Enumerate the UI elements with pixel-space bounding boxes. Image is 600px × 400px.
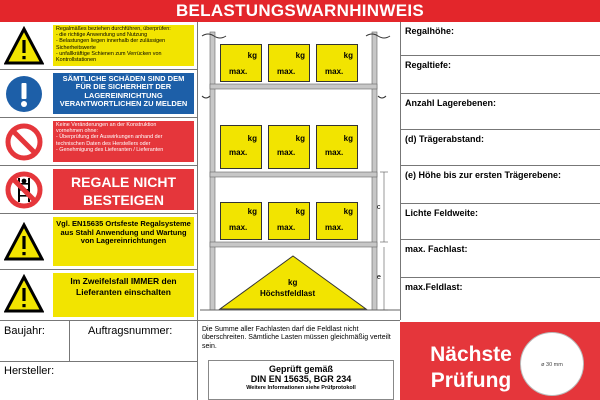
note-line: Regalmäßes beziehen durchführen, überprüfen: — [56, 26, 171, 32]
field-label: Regaltiefe: — [405, 60, 452, 70]
sign-row-inspection — [0, 22, 198, 70]
rack-data-form — [400, 22, 600, 320]
load-box — [268, 125, 310, 169]
warning-triangle-icon — [4, 222, 44, 262]
auftragsnummer-field[interactable] — [70, 321, 198, 361]
baujahr-field[interactable] — [0, 321, 70, 361]
inspection-sticker-circle: ø 30 mm — [520, 332, 584, 396]
load-sum-note: Die Summe aller Fachlasten darf die Feldlast nicht überschreiten. Sämtliche Lasten müssen gleichmäßig verteilt sein. — [202, 326, 391, 350]
field-regaltiefe[interactable] — [401, 56, 600, 94]
note-line: Keine Veränderungen an der Konstruktion — [56, 122, 157, 128]
sign-row-supplier — [0, 270, 198, 320]
field-regalhoehe[interactable] — [401, 22, 600, 56]
prohibition-icon — [4, 122, 44, 162]
field-label: max. Fachlast: — [405, 244, 468, 254]
box-unit: kg — [343, 51, 353, 60]
box-label: max. — [277, 67, 296, 76]
sign-row-no-modification — [0, 118, 198, 166]
box-unit: kg — [343, 134, 353, 143]
note-line: Kontrollstationen — [56, 57, 97, 64]
box-label: max. — [229, 67, 248, 76]
field-max-feldlast[interactable] — [401, 278, 600, 320]
load-box — [316, 44, 358, 82]
en15635-note: Vgl. EN15635 Ortsfeste Regalsysteme aus Stahl Anwendung und Wartung von Lagereinrichtungen — [53, 217, 194, 266]
load-box — [268, 44, 310, 82]
floor-load-unit: kg — [288, 278, 298, 287]
box-unit: kg — [295, 134, 305, 143]
load-box — [220, 44, 262, 82]
no-climbing-icon — [4, 170, 44, 210]
field-label: (e) Höhe bis zur ersten Trägerebene: — [405, 170, 562, 180]
geprueft-line-3: Weitere Informationen siehe Prüfprotokoll — [246, 385, 356, 391]
field-lichte-feldweite[interactable] — [401, 204, 600, 240]
box-label: max. — [229, 223, 248, 232]
box-label: max. — [277, 148, 296, 157]
sign-row-no-climbing — [0, 166, 198, 214]
box-label: max. — [277, 223, 296, 232]
dimension-c-label: c — [377, 204, 381, 211]
box-label: max. — [325, 148, 344, 157]
no-modification-note — [53, 121, 194, 162]
field-anzahl-lagerebenen[interactable] — [401, 94, 600, 130]
box-unit: kg — [247, 51, 257, 60]
note-line: - Belastungen liegen innerhalb der zulässigen — [56, 38, 166, 45]
field-hoehe-erste-traegerebene[interactable] — [401, 166, 600, 204]
supplier-note: Im Zweifelsfall IMMER den Lieferanten einschalten — [53, 273, 194, 317]
box-unit: kg — [295, 207, 305, 216]
geprueft-line-2: DIN EN 15635, BGR 234 — [250, 374, 352, 384]
box-label: max. — [229, 148, 248, 157]
field-label: max.Feldlast: — [405, 282, 463, 292]
next-inspection-label: Nächste Prüfung — [430, 343, 512, 392]
note-line: - die richtige Anwendung und Nutzung — [56, 32, 148, 39]
load-box — [316, 202, 358, 240]
note-line: - Überprüfung der Auswirkungen anhand der — [56, 134, 163, 141]
field-label: Regalhöhe: — [405, 26, 455, 36]
box-label: max. — [325, 223, 344, 232]
box-label: max. — [325, 67, 344, 76]
damage-report-note: SÄMTLICHE SCHÄDEN SIND DEM FÜR DIE SICHERHEIT DER LAGEREINRICHTUNG VERANTWORTLICHEN ZU MELDEN — [53, 73, 194, 114]
warning-triangle-icon — [4, 26, 44, 66]
geprueft-line-1: Geprüft gemäß — [268, 364, 333, 374]
sign-row-en15635 — [0, 214, 198, 270]
rack-diagram — [200, 22, 400, 322]
warning-triangle-icon — [4, 274, 44, 314]
sign-title: BELASTUNGSWARNHINWEIS — [0, 0, 600, 22]
note-line: - unfallkräftige Schienen zum Verrücken von — [56, 50, 162, 57]
load-box — [220, 202, 262, 240]
field-traegerabstand[interactable] — [401, 130, 600, 166]
hersteller-field[interactable] — [0, 362, 198, 400]
baujahr-label: Baujahr: — [4, 325, 45, 337]
field-label: Lichte Feldweite: — [405, 208, 479, 218]
note-line: vornehmen ohne: — [56, 128, 98, 135]
field-label: Anzahl Lagerebenen: — [405, 98, 497, 108]
mandatory-info-icon — [4, 74, 44, 114]
sign-column — [0, 22, 198, 320]
next-inspection-panel — [400, 322, 600, 400]
load-box — [220, 125, 262, 169]
auftragsnummer-label: Auftragsnummer: — [88, 325, 173, 337]
box-unit: kg — [343, 207, 353, 216]
box-unit: kg — [295, 51, 305, 60]
field-label: (d) Trägerabstand: — [405, 134, 485, 144]
no-climbing-note: REGALE NICHT BESTEIGEN — [53, 169, 194, 210]
inspection-note — [53, 25, 194, 66]
box-unit: kg — [247, 134, 257, 143]
load-box — [316, 125, 358, 169]
note-line: Sicherheitswerte — [56, 44, 96, 51]
sign-row-damage-report — [0, 70, 198, 118]
note-line: - Genehmigung des Lieferanten / Lieferanten — [56, 146, 164, 153]
dimension-e-label: e — [377, 274, 381, 281]
load-box — [268, 202, 310, 240]
note-line: technischen Daten des Herstellers oder — [56, 140, 151, 147]
floor-load-label: Höchstfeldlast — [260, 289, 316, 298]
box-unit: kg — [247, 207, 257, 216]
hersteller-label: Hersteller: — [4, 365, 55, 377]
inspection-standard-box — [208, 360, 394, 400]
field-max-fachlast[interactable] — [401, 240, 600, 278]
